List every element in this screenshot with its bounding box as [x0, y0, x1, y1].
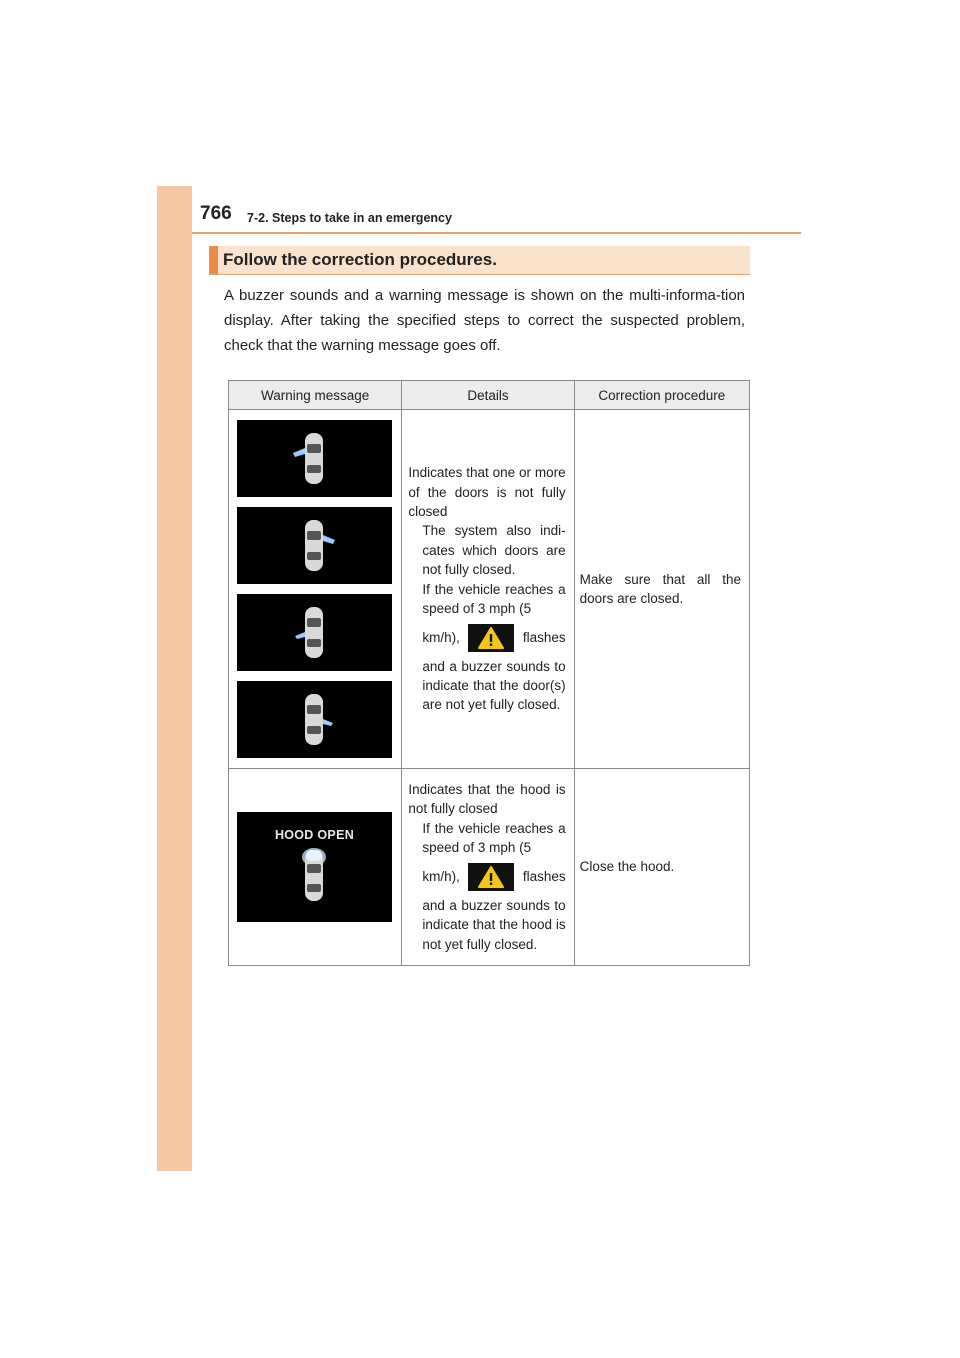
procedure-banner [209, 246, 750, 275]
banner-underline [209, 274, 750, 275]
banner-title: Follow the correction procedures. [223, 250, 497, 269]
hood-open-label: HOOD OPEN [274, 828, 355, 842]
door-flashes-text: flashes [522, 629, 566, 645]
door-warning-icon-line [422, 624, 565, 652]
table-header-row [229, 381, 750, 410]
page-number: 766 [200, 203, 232, 224]
hood-details-note-speed [408, 819, 565, 954]
door-details-note-speed [408, 580, 565, 715]
door-buzzer-text: and a buzzer sounds to indicate that the door(s) are not yet fully closed. [422, 658, 566, 713]
display-screen-front-right-door [237, 507, 392, 584]
hood-warning-screen-cell [229, 769, 402, 966]
door-speed-text: If the vehicle reaches a speed of 3 mph (5 [422, 581, 566, 617]
header-details: Details [402, 381, 574, 410]
display-screen-hood-open [237, 812, 392, 922]
car-top-view-icon [237, 812, 392, 922]
door-kmh-text: km/h), [422, 629, 460, 645]
hood-speed-text: If the vehicle reaches a speed of 3 mph (5 [422, 820, 566, 856]
door-details-note-indicates: The system also indi-cates which doors are not fully closed. [422, 523, 566, 578]
hood-warning-icon-line [422, 863, 565, 891]
car-top-view-icon [237, 507, 392, 584]
banner-accent-bar [209, 246, 218, 275]
display-screen-rear-right-door [237, 681, 392, 758]
hood-buzzer-text: and a buzzer sounds to indicate that the hood is not yet fully closed. [422, 897, 566, 952]
warning-triangle-icon [468, 624, 514, 652]
hood-correction: Close the hood. [574, 769, 749, 966]
display-screen-rear-left-door [237, 594, 392, 671]
door-details [402, 410, 574, 769]
hood-kmh-text: km/h), [422, 869, 460, 884]
header-correction-procedure: Correction procedure [574, 381, 749, 410]
table-row [229, 769, 750, 966]
table-row [229, 410, 750, 769]
hood-details-main: Indicates that the hood is not fully closed [408, 782, 566, 817]
hood-details [402, 769, 574, 966]
car-top-view-icon [237, 594, 392, 671]
door-details-main: Indicates that one or more of the doors is not fully closed [408, 465, 566, 520]
door-correction: Make sure that all the doors are closed. [574, 410, 749, 769]
header-warning-message: Warning message [229, 381, 402, 410]
display-screen-front-left-door [237, 420, 392, 497]
car-top-view-icon [237, 420, 392, 497]
section-title: 7-2. Steps to take in an emergency [247, 211, 452, 225]
intro-paragraph: A buzzer sounds and a warning message is shown on the multi-informa-tion display. After taking the specified steps to correct the suspected problem, check that the warning message goes off. [224, 287, 745, 354]
header-rule [192, 232, 801, 234]
hood-flashes-text: flashes [522, 869, 566, 884]
car-top-view-icon [237, 681, 392, 758]
door-warning-screens [229, 410, 402, 769]
warning-table [228, 380, 750, 966]
warning-triangle-icon [468, 863, 514, 891]
side-tab-strip [157, 186, 192, 1171]
